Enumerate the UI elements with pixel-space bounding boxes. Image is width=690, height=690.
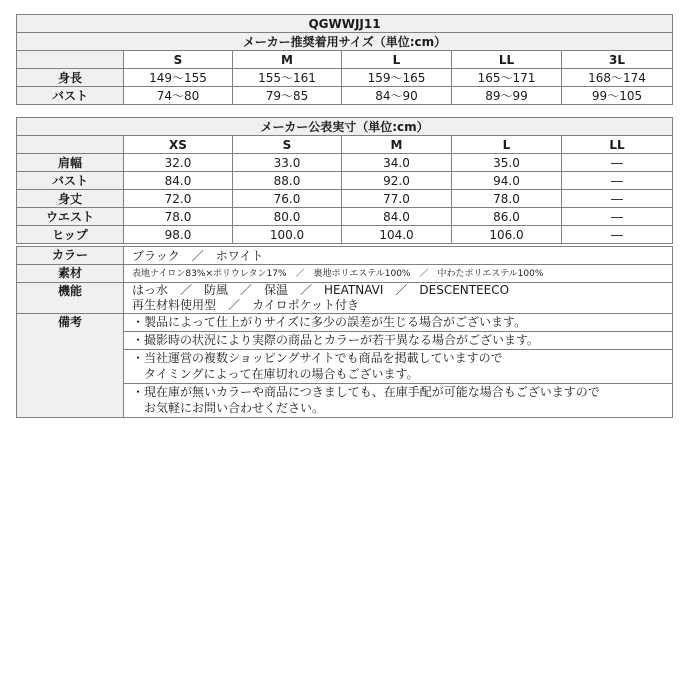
size-header: S xyxy=(124,51,233,69)
cell: ― xyxy=(562,190,673,208)
note-line: ・当社運営の複数ショッピングサイトでも商品を掲載していますので xyxy=(132,351,503,365)
cell: 149～155 xyxy=(124,69,233,87)
cell: ― xyxy=(562,208,673,226)
cell: 33.0 xyxy=(233,154,342,172)
cell: 98.0 xyxy=(124,226,233,244)
cell: 84.0 xyxy=(342,208,452,226)
size-header: LL xyxy=(562,136,673,154)
function-line-2: 再生材料使用型 ／ カイロポケット付き xyxy=(132,298,360,312)
cell: 78.0 xyxy=(452,190,562,208)
cell: 72.0 xyxy=(124,190,233,208)
note-line: ・撮影時の状況により実際の商品とカラーが若干異なる場合がございます。 xyxy=(124,332,672,350)
size-header: XS xyxy=(124,136,233,154)
size-header: S xyxy=(233,136,342,154)
color-row xyxy=(17,247,673,265)
material-row xyxy=(17,265,673,283)
row-label: 身長 xyxy=(17,69,124,87)
table-row xyxy=(17,208,673,226)
note-line: タイミングによって在庫切れの場合もございます。 xyxy=(124,366,672,384)
cell: ― xyxy=(562,154,673,172)
cell: 94.0 xyxy=(452,172,562,190)
row-label: 身丈 xyxy=(17,190,124,208)
cell: ― xyxy=(562,226,673,244)
cell: 79～85 xyxy=(233,87,342,105)
note-line: お気軽にお問い合わせください。 xyxy=(132,401,325,415)
cell: 80.0 xyxy=(233,208,342,226)
size-header: L xyxy=(452,136,562,154)
size-header: M xyxy=(342,136,452,154)
measured-size-title: メーカー公表実寸（単位:cm） xyxy=(17,118,673,136)
row-label: バスト xyxy=(17,87,124,105)
size-header: L xyxy=(342,51,452,69)
measured-size-table xyxy=(16,117,673,244)
row-label: ヒップ xyxy=(17,226,124,244)
table-row xyxy=(17,190,673,208)
cell: 86.0 xyxy=(452,208,562,226)
product-code: QGWWJJ11 xyxy=(17,15,673,33)
cell: 165～171 xyxy=(452,69,562,87)
notes-label: 備考 xyxy=(17,314,124,418)
size-header: LL xyxy=(452,51,562,69)
cell: 74～80 xyxy=(124,87,233,105)
cell: 168～174 xyxy=(562,69,673,87)
material-label: 素材 xyxy=(17,265,124,283)
function-label: 機能 xyxy=(17,283,124,314)
size-header-row xyxy=(17,51,673,69)
cell: 104.0 xyxy=(342,226,452,244)
table-row xyxy=(17,69,673,87)
cell: 77.0 xyxy=(342,190,452,208)
cell: 76.0 xyxy=(233,190,342,208)
recommended-size-title: メーカー推奨着用サイズ（単位:cm） xyxy=(17,33,673,51)
cell: 155～161 xyxy=(233,69,342,87)
product-info-table xyxy=(16,246,673,418)
table-row xyxy=(17,172,673,190)
cell: 89～99 xyxy=(452,87,562,105)
cell: 78.0 xyxy=(124,208,233,226)
table-row xyxy=(17,154,673,172)
function-row xyxy=(17,283,673,314)
row-label: 肩幅 xyxy=(17,154,124,172)
note-line: ・製品によって仕上がりサイズに多少の誤差が生じる場合がございます。 xyxy=(124,314,672,332)
cell: 106.0 xyxy=(452,226,562,244)
cell: 84～90 xyxy=(342,87,452,105)
cell: 88.0 xyxy=(233,172,342,190)
size-header-row xyxy=(17,136,673,154)
material-value: 表地ナイロン83%×ポリウレタン17% ／ 裏地ポリエステル100% ／ 中わたポリエステル100% xyxy=(124,265,673,283)
cell: 34.0 xyxy=(342,154,452,172)
table-row xyxy=(17,87,673,105)
cell: 84.0 xyxy=(124,172,233,190)
function-line-1: はっ水 ／ 防風 ／ 保温 ／ HEATNAVI ／ DESCENTEECO xyxy=(132,283,510,297)
recommended-size-table xyxy=(16,14,673,105)
size-header: 3L xyxy=(562,51,673,69)
cell: 100.0 xyxy=(233,226,342,244)
cell: 159～165 xyxy=(342,69,452,87)
notes-row xyxy=(17,314,673,418)
cell: 32.0 xyxy=(124,154,233,172)
cell: 92.0 xyxy=(342,172,452,190)
note-line: ・現在庫が無いカラーや商品につきましても、在庫手配が可能な場合もございますので xyxy=(132,385,600,399)
size-header: M xyxy=(233,51,342,69)
table-row xyxy=(17,226,673,244)
cell: 99～105 xyxy=(562,87,673,105)
color-label: カラー xyxy=(17,247,124,265)
row-label: ウエスト xyxy=(17,208,124,226)
cell: ― xyxy=(562,172,673,190)
color-value: ブラック ／ ホワイト xyxy=(124,247,673,265)
row-label: バスト xyxy=(17,172,124,190)
cell: 35.0 xyxy=(452,154,562,172)
